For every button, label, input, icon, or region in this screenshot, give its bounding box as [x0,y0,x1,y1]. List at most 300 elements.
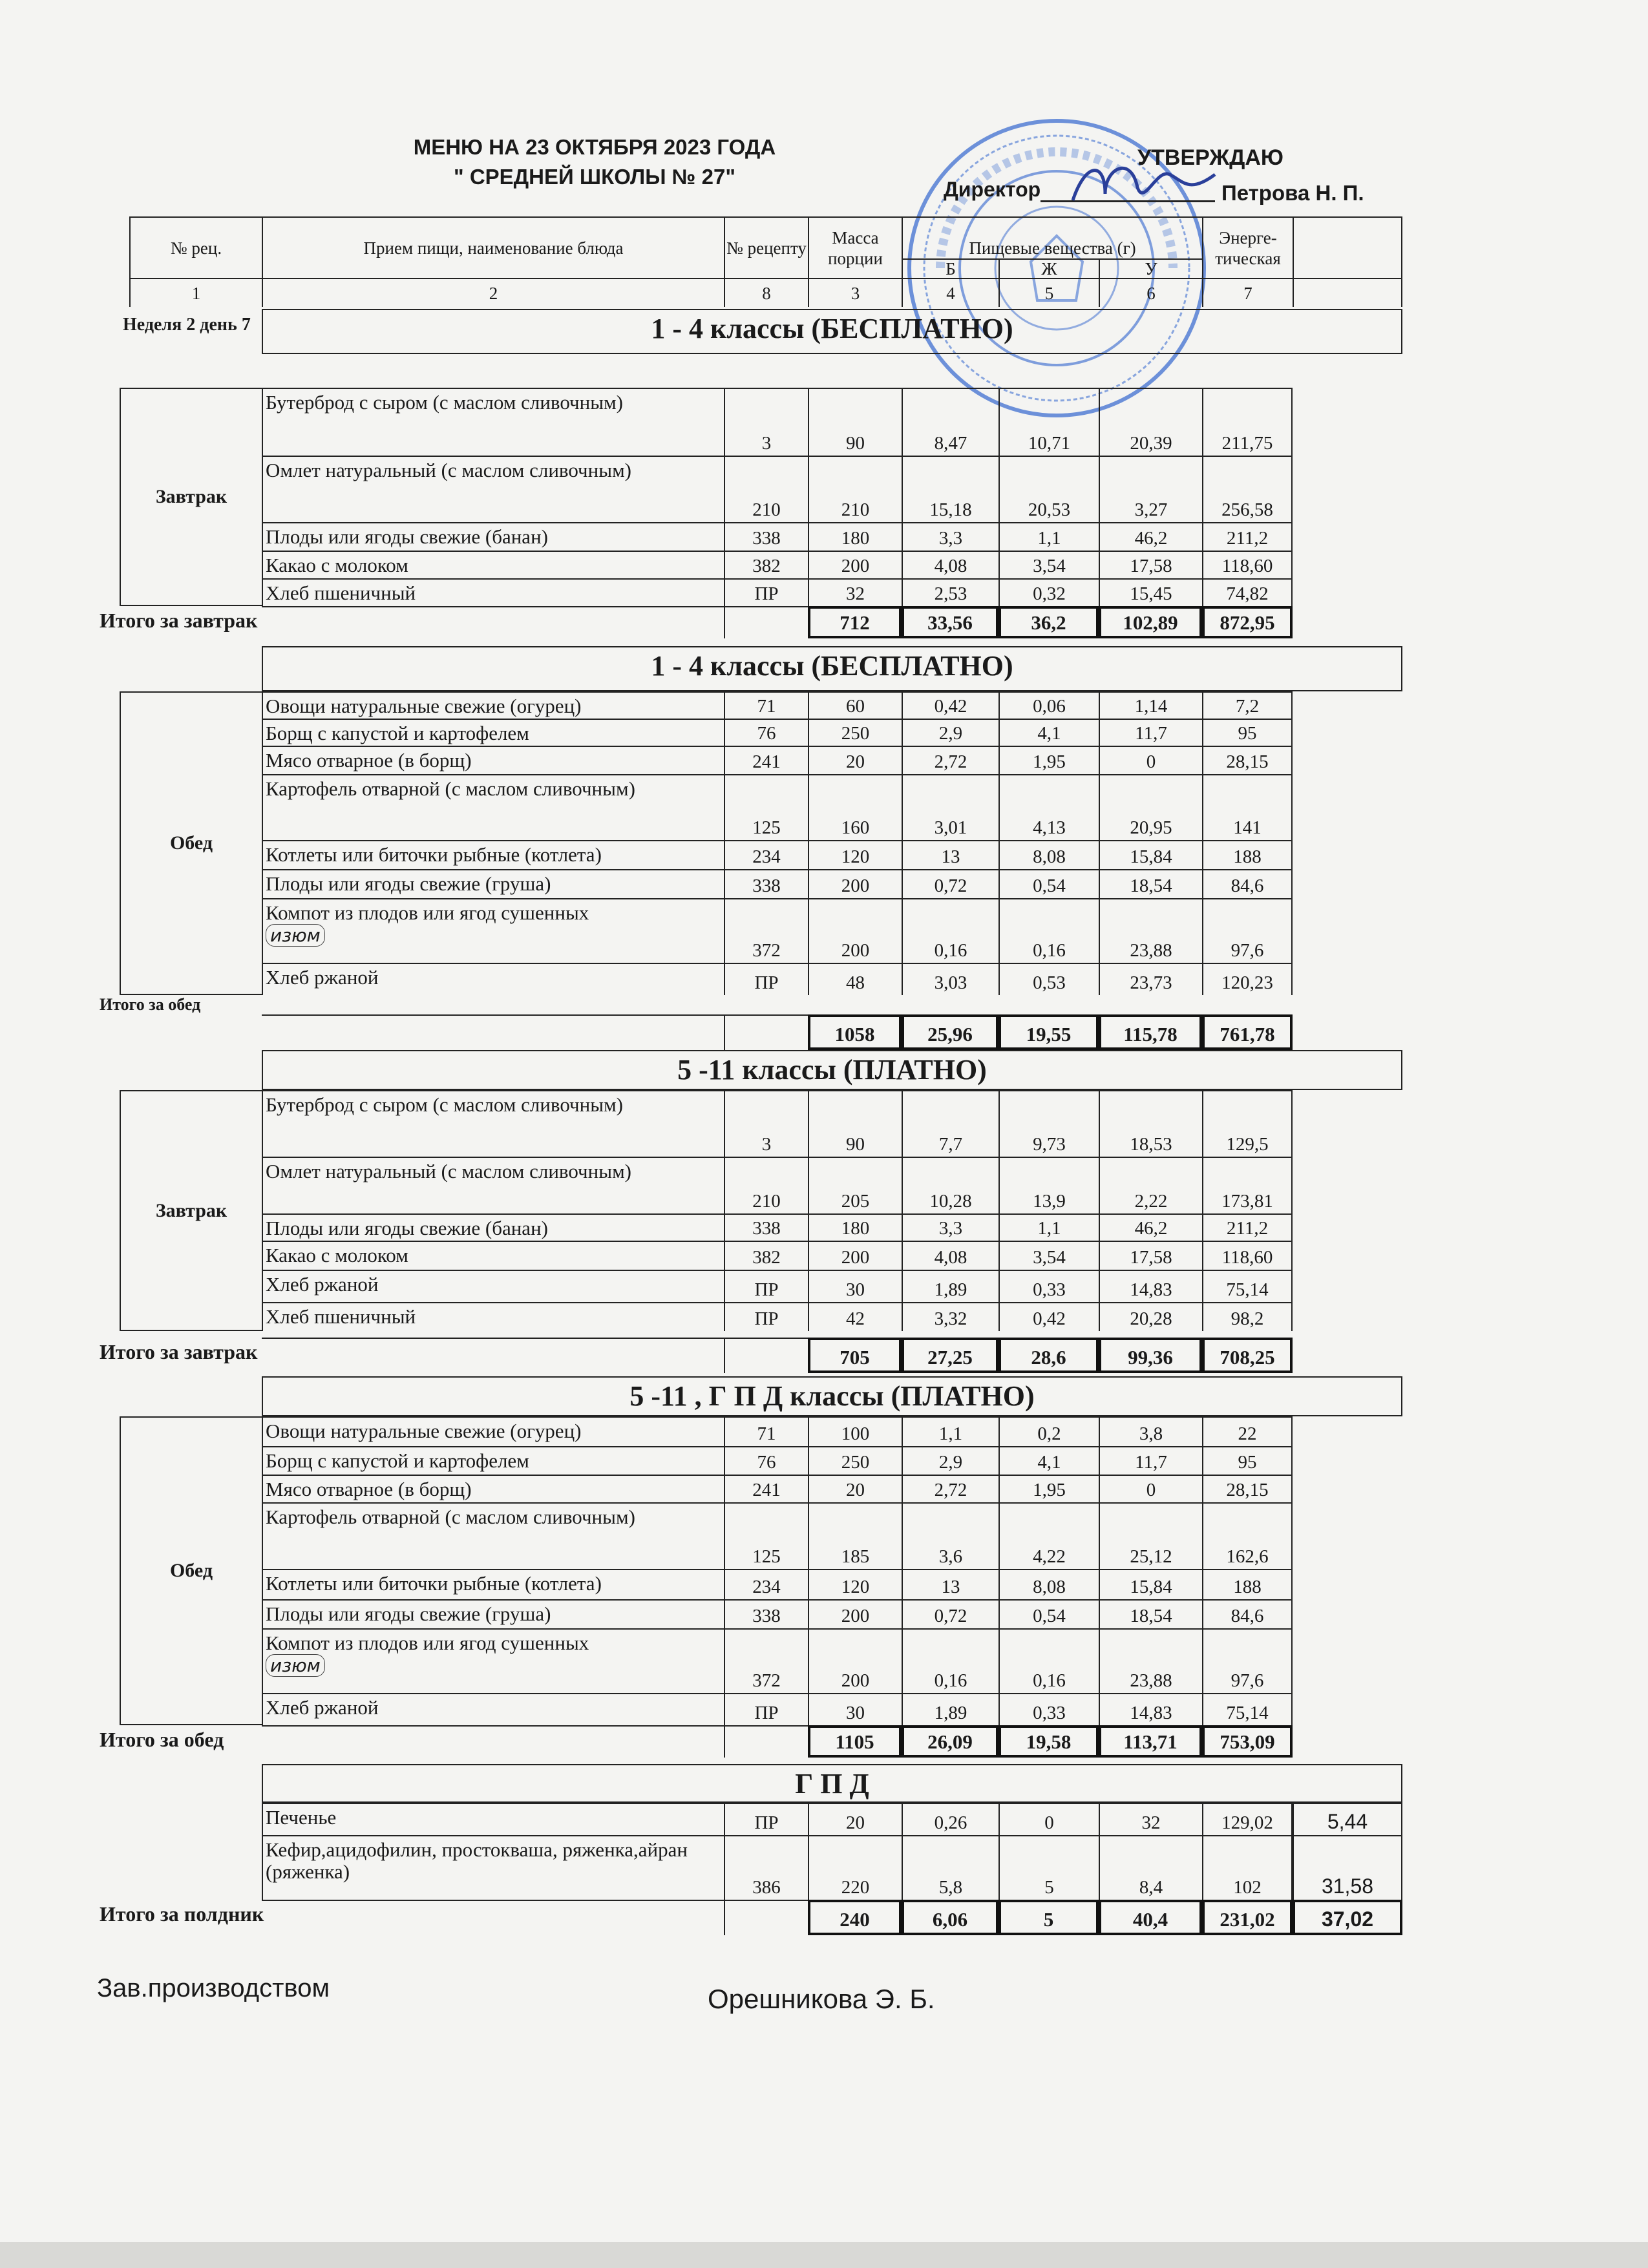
recipe-number: 338 [724,869,808,898]
fat-value: 4,22 [998,1502,1099,1569]
energy-value: 84,6 [1202,869,1293,898]
carb-value: 18,53 [1099,1090,1202,1157]
portion-mass: 200 [808,1241,902,1270]
portion-mass: 20 [808,1803,902,1835]
dish-name-text: Картофель отварной (с маслом сливочным) [266,777,635,800]
protein-value: 13 [902,1569,998,1599]
total-row [0,1014,1422,1050]
recipe-number: 3 [724,388,808,456]
nutrient-u-header: У [1099,258,1202,278]
column-number: 8 [724,278,808,307]
fat-value: 1,95 [998,1475,1099,1502]
protein-value: 0,26 [902,1803,998,1835]
dish-name [262,1475,724,1502]
portion-mass: 705 [808,1338,902,1373]
recipe-number: ПР [724,1302,808,1331]
dish-name-text: Котлеты или биточки рыбные (котлета) [266,843,602,866]
dish-name-text: Печенье [266,1806,337,1829]
total-label: Итого за обед [100,995,201,1014]
carb-value: 25,12 [1099,1502,1202,1569]
dish-name [262,1213,724,1241]
protein-value: 26,09 [902,1725,998,1758]
dish-name [262,898,724,963]
fat-value: 0,06 [998,691,1099,719]
protein-value: 3,6 [902,1502,998,1569]
carb-value: 18,54 [1099,1599,1202,1628]
protein-value: 5,8 [902,1835,998,1900]
carb-value: 115,78 [1099,1014,1202,1050]
recipe-number: ПР [724,963,808,995]
carb-value: 3,8 [1099,1416,1202,1446]
fat-value: 0,54 [998,1599,1099,1628]
dish-name [262,1270,724,1302]
recipe-number: 3 [724,1090,808,1157]
carb-value: 11,7 [1099,719,1202,746]
section-heading: 1 - 4 классы (БЕСПЛАТНО) [262,309,1402,354]
energy-value: 28,15 [1202,1475,1293,1502]
portion-mass: 250 [808,719,902,746]
fat-value: 1,1 [998,1213,1099,1241]
carb-value: 17,58 [1099,551,1202,578]
protein-value: 33,56 [902,606,998,638]
energy-value: 753,09 [1202,1725,1293,1758]
meal-label: Завтрак [120,388,262,606]
dish-name [262,551,724,578]
dish-name-text: Компот из плодов или ягод сушенных [266,1632,589,1654]
meal-label: Обед [120,1416,262,1725]
fat-value: 0,2 [998,1416,1099,1446]
portion-mass: 48 [808,963,902,995]
protein-value: 3,32 [902,1302,998,1331]
dish-name [262,840,724,869]
energy-value: 22 [1202,1416,1293,1446]
carb-value: 20,28 [1099,1302,1202,1331]
recipe-number: 338 [724,1213,808,1241]
energy-value: 173,81 [1202,1157,1293,1213]
column-number: 2 [262,278,724,307]
portion-mass: 712 [808,606,902,638]
protein-value: 7,7 [902,1090,998,1157]
dish-name-text: Овощи натуральные свежие (огурец) [266,695,582,717]
dish-name-text: Борщ с капустой и картофелем [266,722,529,744]
portion-mass: 210 [808,456,902,522]
column-number [1293,278,1402,307]
recipe-number: 372 [724,898,808,963]
dish-name-text: Какао с молоком [266,554,408,576]
energy-value: 75,14 [1202,1693,1293,1725]
portion-mass: 90 [808,1090,902,1157]
dish-name [262,719,724,746]
energy-value: 211,2 [1202,1213,1293,1241]
fat-value: 0 [998,1803,1099,1835]
fat-value: 0,53 [998,963,1099,995]
carb-value: 20,39 [1099,388,1202,456]
protein-value: 3,03 [902,963,998,995]
total-row [0,1725,1422,1758]
fat-value: 20,53 [998,456,1099,522]
recipe-number: ПР [724,1803,808,1835]
fat-value: 4,1 [998,719,1099,746]
dish-name [262,1569,724,1599]
protein-value: 4,08 [902,551,998,578]
carb-value: 23,88 [1099,1628,1202,1693]
recipe-number: 241 [724,746,808,774]
recipe-number [724,1338,808,1373]
extra-value: 37,02 [1293,1900,1402,1935]
meal-label: Обед [120,691,262,995]
fat-value: 4,13 [998,774,1099,840]
recipe-number: ПР [724,1270,808,1302]
column-number: 4 [902,278,998,307]
fat-value: 3,54 [998,551,1099,578]
recipe-number: 241 [724,1475,808,1502]
portion-mass: 200 [808,898,902,963]
recipe-number: 386 [724,1835,808,1900]
portion-mass: 200 [808,1599,902,1628]
carb-value: 0 [1099,746,1202,774]
portion-mass: 200 [808,869,902,898]
dish-name [262,1302,724,1331]
dish-name-text: Омлет натуральный (с маслом сливочным) [266,1160,632,1182]
portion-mass: 220 [808,1835,902,1900]
energy-value: 188 [1202,840,1293,869]
carb-value: 8,4 [1099,1835,1202,1900]
energy-value: 84,6 [1202,1599,1293,1628]
dish-name-text: Мясо отварное (в борщ) [266,749,472,772]
protein-value: 3,01 [902,774,998,840]
handwritten-note: изюм [266,924,325,947]
protein-value: 1,1 [902,1416,998,1446]
energy-value: 761,78 [1202,1014,1293,1050]
dish-name [262,1090,724,1157]
carb-value: 14,83 [1099,1270,1202,1302]
footer-signer: Орешникова Э. Б. [708,1984,935,2014]
portion-mass: 30 [808,1270,902,1302]
portion-mass: 20 [808,746,902,774]
portion-mass: 200 [808,551,902,578]
carb-value: 20,95 [1099,774,1202,840]
energy-value: 75,14 [1202,1270,1293,1302]
portion-mass: 30 [808,1693,902,1725]
dish-name-text: Хлеб ржаной [266,966,379,989]
fat-value: 0,33 [998,1693,1099,1725]
director-label: Директор [944,178,1041,201]
dish-name-text: Какао с молоком [266,1244,408,1266]
total-row [0,606,1422,638]
fat-value: 5 [998,1900,1099,1935]
fat-value: 1,1 [998,522,1099,551]
extra-value: 31,58 [1293,1835,1402,1900]
fat-value: 0,16 [998,898,1099,963]
portion-mass: 1058 [808,1014,902,1050]
protein-value: 0,72 [902,1599,998,1628]
fat-value: 10,71 [998,388,1099,456]
carb-value: 99,36 [1099,1338,1202,1373]
fat-value: 0,32 [998,578,1099,606]
recipe-number: 125 [724,1502,808,1569]
energy-value: 102 [1202,1835,1293,1900]
carb-value: 3,27 [1099,456,1202,522]
dish-name [262,578,724,606]
dish-name [262,1241,724,1270]
recipe-number: 71 [724,1416,808,1446]
fat-value: 0,42 [998,1302,1099,1331]
protein-value: 2,9 [902,719,998,746]
portion-mass: 250 [808,1446,902,1475]
protein-value: 2,72 [902,1475,998,1502]
dish-name [262,1725,724,1758]
carb-value: 113,71 [1099,1725,1202,1758]
dish-name-text: Плоды или ягоды свежие (банан) [266,1217,548,1239]
portion-mass: 240 [808,1900,902,1935]
recipe-number [724,1900,808,1935]
portion-mass: 120 [808,1569,902,1599]
carb-value: 0 [1099,1475,1202,1502]
recipe-number [724,1014,808,1050]
column-number: 3 [808,278,902,307]
recipe-number [724,1725,808,1758]
recipe-number: 125 [724,774,808,840]
recipe-number: 382 [724,551,808,578]
table-row [0,1803,1422,1835]
dish-name [262,1835,724,1900]
fat-value: 13,9 [998,1157,1099,1213]
recipe-number: 338 [724,522,808,551]
energy-value: 256,58 [1202,456,1293,522]
approve-label: УТВЕРЖДАЮ [1137,145,1284,170]
column-number: 1 [129,278,262,307]
carb-value: 15,45 [1099,578,1202,606]
recipe-number: 382 [724,1241,808,1270]
week-label: Неделя 2 день 7 [123,315,251,335]
portion-mass: 180 [808,522,902,551]
carb-value: 32 [1099,1803,1202,1835]
dish-name [262,1416,724,1446]
dish-name-text: Плоды или ягоды свежие (груша) [266,1602,551,1625]
dish-name-text: Хлеб ржаной [266,1696,379,1719]
total-label: Итого за обед [100,1728,224,1751]
dish-name-text: Овощи натуральные свежие (огурец) [266,1420,582,1442]
energy-value: 120,23 [1202,963,1293,995]
recipe-number: 234 [724,840,808,869]
recipe-number: 210 [724,456,808,522]
portion-mass: 205 [808,1157,902,1213]
dish-name [262,1599,724,1628]
dish-name [262,691,724,719]
title-line-1: МЕНЮ НА 23 ОКТЯБРЯ 2023 ГОДА [413,135,776,159]
nutrient-zh-header: Ж [998,258,1099,278]
protein-value: 13 [902,840,998,869]
rec-column-header: № рец. [129,216,262,278]
section-heading: 5 -11 классы (ПЛАТНО) [262,1050,1402,1090]
section-heading: Г П Д [262,1764,1402,1803]
recipe-number: ПР [724,1693,808,1725]
total-row [0,1900,1422,1935]
carb-value: 15,84 [1099,840,1202,869]
carb-value: 17,58 [1099,1241,1202,1270]
carb-value: 40,4 [1099,1900,1202,1935]
scan-edge [0,2242,1648,2268]
dish-name [262,869,724,898]
dish-name [262,606,724,638]
protein-value: 8,47 [902,388,998,456]
mass-column-header: Масса порции [808,216,902,278]
column-number: 5 [998,278,1099,307]
energy-value: 118,60 [1202,551,1293,578]
protein-value: 0,42 [902,691,998,719]
energy-value: 97,6 [1202,898,1293,963]
dish-name-text: Хлеб пшеничный [266,582,416,604]
total-label: Итого за завтрак [100,609,258,632]
recipe-number: 76 [724,719,808,746]
page-title [362,132,827,192]
portion-mass: 160 [808,774,902,840]
carb-value: 18,54 [1099,869,1202,898]
fat-value: 9,73 [998,1090,1099,1157]
recipe-number: 210 [724,1157,808,1213]
carb-value: 46,2 [1099,1213,1202,1241]
protein-value: 0,72 [902,869,998,898]
energy-value: 211,75 [1202,388,1293,456]
energy-value: 231,02 [1202,1900,1293,1935]
fat-value: 28,6 [998,1338,1099,1373]
portion-mass: 32 [808,578,902,606]
dish-name-text: Компот из плодов или ягод сушенных [266,901,589,924]
protein-value: 2,9 [902,1446,998,1475]
dish-name [262,774,724,840]
dish-column-header: Прием пищи, наименование блюда [262,216,724,278]
protein-value: 2,72 [902,746,998,774]
energy-value: 162,6 [1202,1502,1293,1569]
energy-column-header: Энерге- тическая [1202,216,1293,278]
fat-value: 19,55 [998,1014,1099,1050]
nutrient-b-header: Б [902,258,998,278]
fat-value: 8,08 [998,840,1099,869]
energy-value: 98,2 [1202,1302,1293,1331]
column-number: 7 [1202,278,1293,307]
protein-value: 2,53 [902,578,998,606]
protein-value: 10,28 [902,1157,998,1213]
fat-value: 4,1 [998,1446,1099,1475]
dish-name [262,456,724,522]
protein-value: 1,89 [902,1693,998,1725]
total-row [0,1338,1422,1373]
energy-value: 95 [1202,719,1293,746]
portion-mass: 60 [808,691,902,719]
section-heading: 1 - 4 классы (БЕСПЛАТНО) [262,646,1402,691]
dish-name [262,388,724,456]
energy-value: 95 [1202,1446,1293,1475]
recipe-number: ПР [724,578,808,606]
energy-value: 211,2 [1202,522,1293,551]
fat-value: 0,33 [998,1270,1099,1302]
protein-value: 1,89 [902,1270,998,1302]
dish-name [262,963,724,995]
carb-value: 11,7 [1099,1446,1202,1475]
dish-name-text: Хлеб ржаной [266,1273,379,1296]
fat-value: 36,2 [998,606,1099,638]
energy-value: 872,95 [1202,606,1293,638]
dish-name [262,522,724,551]
fat-value: 3,54 [998,1241,1099,1270]
dish-name-text: Омлет натуральный (с маслом сливочным) [266,459,632,481]
recipe-column-header: № рецепту [724,216,808,278]
director-signature [1060,149,1228,220]
nutrient-subheader [0,258,1422,278]
dish-name [262,1803,724,1835]
dish-name-text: Бутерброд с сыром (с маслом сливочным) [266,391,624,414]
fat-value: 1,95 [998,746,1099,774]
protein-value: 6,06 [902,1900,998,1935]
carb-value: 23,73 [1099,963,1202,995]
fat-value: 0,54 [998,869,1099,898]
protein-value: 25,96 [902,1014,998,1050]
recipe-number: 372 [724,1628,808,1693]
protein-value: 27,25 [902,1338,998,1373]
portion-mass: 90 [808,388,902,456]
recipe-number: 234 [724,1569,808,1599]
protein-value: 4,08 [902,1241,998,1270]
protein-value: 0,16 [902,898,998,963]
energy-value: 129,5 [1202,1090,1293,1157]
protein-value: 3,3 [902,522,998,551]
fat-value: 0,16 [998,1628,1099,1693]
dish-name-text: Плоды или ягоды свежие (банан) [266,525,548,548]
dish-name-text: Борщ с капустой и картофелем [266,1449,529,1472]
carb-value: 102,89 [1099,606,1202,638]
section-heading: 5 -11 , Г П Д классы (ПЛАТНО) [262,1376,1402,1416]
dish-name-text: Котлеты или биточки рыбные (котлета) [266,1572,602,1595]
portion-mass: 185 [808,1502,902,1569]
meal-label: Завтрак [120,1090,262,1331]
carb-value: 2,22 [1099,1157,1202,1213]
protein-value: 15,18 [902,456,998,522]
protein-value: 3,3 [902,1213,998,1241]
dish-name [262,1900,724,1935]
recipe-number: 71 [724,691,808,719]
table-row [0,1835,1422,1900]
energy-value: 28,15 [1202,746,1293,774]
portion-mass: 20 [808,1475,902,1502]
carb-value: 1,14 [1099,691,1202,719]
energy-value: 97,6 [1202,1628,1293,1693]
footer-position: Зав.производством [97,1974,330,2002]
energy-value: 7,2 [1202,691,1293,719]
energy-value: 118,60 [1202,1241,1293,1270]
carb-value: 46,2 [1099,522,1202,551]
portion-mass: 1105 [808,1725,902,1758]
energy-value: 188 [1202,1569,1293,1599]
director-name: Петрова Н. П. [1221,181,1364,205]
portion-mass: 120 [808,840,902,869]
portion-mass: 100 [808,1416,902,1446]
dish-name-text: Хлеб пшеничный [266,1305,416,1328]
recipe-number: 338 [724,1599,808,1628]
dish-name-text: Мясо отварное (в борщ) [266,1478,472,1500]
portion-mass: 200 [808,1628,902,1693]
title-line-2: " СРЕДНЕЙ ШКОЛЫ № 27" [454,165,735,189]
nutrients-column-header: Пищевые вещества (г) [902,216,1202,278]
energy-value: 74,82 [1202,578,1293,606]
carb-value: 15,84 [1099,1569,1202,1599]
dish-name [262,1628,724,1693]
dish-name-text: Бутерброд с сыром (с маслом сливочным) [266,1093,624,1116]
energy-value: 129,02 [1202,1803,1293,1835]
energy-value: 141 [1202,774,1293,840]
protein-value: 0,16 [902,1628,998,1693]
extra-value: 5,44 [1293,1803,1402,1835]
column-numbers [0,278,1422,307]
